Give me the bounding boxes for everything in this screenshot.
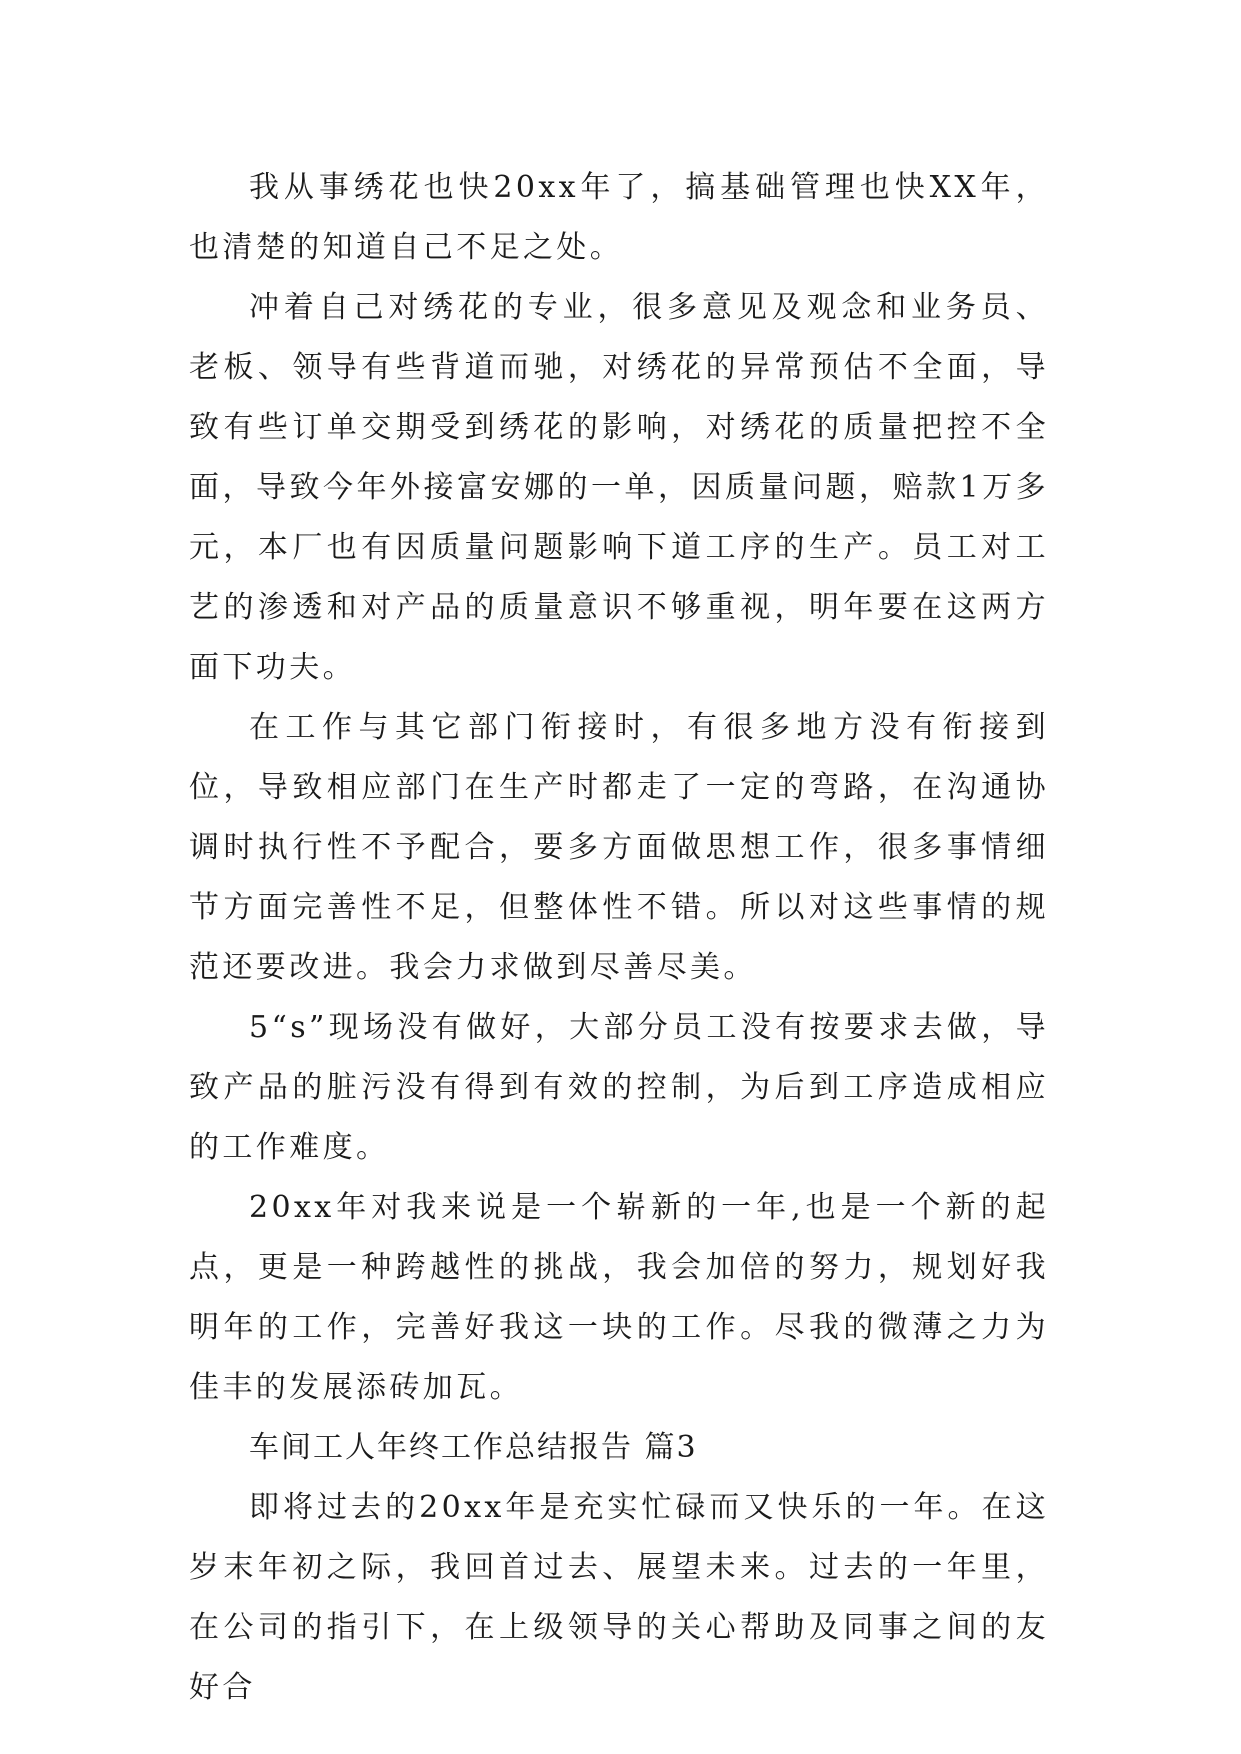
section-heading: 车间工人年终工作总结报告 篇3 (249, 1430, 698, 1465)
paragraph-6: 即将过去的20xx年是充实忙碌而又快乐的一年。在这岁末年初之际，我回首过去、展望未来。过去的一年里，在公司的指引下，在上级领导的关心帮助及同事之间的友好合 (189, 1490, 1049, 1705)
paragraph-2: 冲着自己对绣花的专业，很多意见及观念和业务员、老板、领导有些背道而驰，对绣花的异常预估不全面，导致有些订单交期受到绣花的影响，对绣花的质量把控不全面，导致今年外接富安娜的一单，因质量问题，赔款1万多元，本厂也有因质量问题影响下道工序的生产。员工对工艺的渗透和对产品的质量意识不够重视，明年要在这两方面下功夫。 (189, 290, 1049, 685)
paragraph-5: 20xx年对我来说是一个崭新的一年,也是一个新的起点，更是一种跨越性的挑战，我会加倍的努力，规划好我明年的工作，完善好我这一块的工作。尽我的微薄之力为佳丰的发展添砖加瓦。 (189, 1190, 1049, 1405)
document-body (189, 158, 1049, 1718)
paragraph-1: 我从事绣花也快20xx年了，搞基础管理也快XX年，也清楚的知道自己不足之处。 (189, 170, 1049, 265)
paragraph-3: 在工作与其它部门衔接时，有很多地方没有衔接到位，导致相应部门在生产时都走了一定的弯路，在沟通协调时执行性不予配合，要多方面做思想工作，很多事情细节方面完善性不足，但整体性不错。所以对这些事情的规范还要改进。我会力求做到尽善尽美。 (189, 710, 1049, 985)
paragraph-4: 5“s”现场没有做好，大部分员工没有按要求去做，导致产品的脏污没有得到有效的控制，为后到工序造成相应的工作难度。 (189, 1010, 1049, 1165)
